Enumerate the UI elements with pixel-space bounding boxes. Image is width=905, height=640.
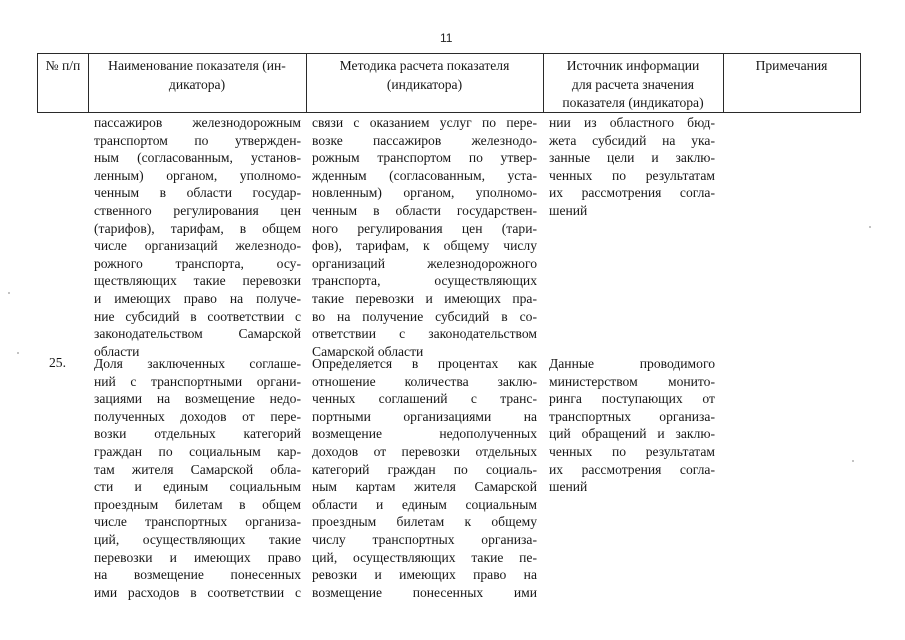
text-line: возмещение понесенных ими [312,584,537,600]
header-indicator-name [89,57,305,94]
text-line: законодательством Самарской [94,326,301,342]
text-line: категорий граждан по социаль- [312,461,537,477]
text-line: доходов от перевозки отдельных [312,443,537,459]
text-line: шений [549,202,588,218]
text-line: ченных по результатам [549,443,715,459]
text-line: рожным транспортом по утвер- [312,150,537,166]
text-line: фов), тарифам, к общему числу [312,238,537,254]
text-line: рожного транспорта, осу- [94,255,301,271]
text-line: ринга поступающих от [549,391,715,407]
text-line: ревозки и имеющих право на [312,567,537,583]
text-line: полученных доходов от пере- [94,408,301,424]
text-line: такие перевозки и имеющих пра- [312,290,537,306]
text-line: ченным в области государствен- [312,202,537,218]
text-line: области и единым социальным [312,496,537,512]
row1-calculation-method [312,114,537,360]
text-line: ществляющих такие перевозки [94,273,301,289]
text-line: ным (согласованным, установ- [94,150,301,166]
text-line: числе транспортных организа- [94,514,301,530]
text-line: граждан по социальным кар- [94,443,301,459]
text-line: ственного регулирования цен [94,202,301,218]
text-line: и имеющих право на получе- [94,290,301,306]
header-line: для расчета значения [571,76,695,92]
text-line: отношение количества заклю- [312,373,537,389]
text-line: во на получение субсидий в со- [312,308,537,324]
row2-indicator-name [94,355,301,601]
text-line: ного регулирования цен (тари- [312,220,537,236]
table-header-divider [37,53,38,113]
text-line: возке пассажиров железнодо- [312,132,537,148]
text-line: области [94,343,140,359]
text-line: ченным в области государ- [94,185,301,201]
text-line: ций, осуществляющих такие [94,531,301,547]
header-line: Наименование показателя (ин- [108,58,286,73]
text-line: сти и единым социальным [94,479,301,495]
text-line: ленным) органом, уполномо- [94,167,301,183]
text-line: транспортом по утвержден- [94,132,301,148]
text-line: пассажиров железнодорожным [94,115,301,130]
text-line: нии из областного бюд- [549,115,715,130]
text-line: проездным билетам к общему [312,514,537,530]
text-line: ным картам жителя Самарской [312,479,537,495]
text-line: министерством монито- [549,373,715,389]
text-line: транспортных организа- [549,408,715,424]
text-line: занные цели и заклю- [549,150,715,166]
text-line: числе организаций железнодо- [94,238,301,254]
text-line: их рассмотрения согла- [549,461,715,477]
text-line: возки отдельных категорий [94,426,301,442]
header-line: дикатора) [168,76,226,92]
text-line: возмещение недополученных [312,426,537,442]
text-line: ций обращений и заклю- [549,426,715,442]
text-line: ний с транспортными органи- [94,373,301,389]
header-line: Примечания [755,58,828,73]
text-line: жета субсидий на ука- [549,132,715,148]
text-line: там жителя Самарской обла- [94,461,301,477]
text-line: проездным билетам в общем [94,496,301,512]
text-line: перевозки и имеющих право [94,549,301,565]
text-line: шений [549,479,588,495]
text-line: портными организациями на [312,408,537,424]
row1-indicator-name [94,114,301,360]
table-header-top-border [37,53,860,54]
text-line: ние субсидий в соответствии с [94,308,301,324]
header-number-line: № п/п [45,58,81,73]
text-line: на возмещение понесенных [94,567,301,583]
text-line: их рассмотрения согла- [549,185,715,201]
text-line: ченных соглашений с транс- [312,391,537,407]
text-line: ими расходов в соответствии с [94,584,301,600]
page-number: 11 [440,31,453,45]
table-header-divider [860,53,861,113]
text-line: Данные проводимого [549,356,715,371]
header-information-source [544,57,722,113]
header-line: показателя (индикатора) [562,95,704,110]
text-line: ций, осуществляющих такие пе- [312,549,537,565]
row2-calculation-method [312,355,537,601]
text-line: (тарифов), тарифам, в общем [94,220,301,236]
scan-speck [869,226,871,228]
text-line: организаций железнодорожного [312,255,537,271]
table-header-bottom-border [37,112,860,113]
header-line: Методика расчета показателя [339,58,510,73]
text-line: Определяется в процентах как [312,356,537,371]
text-line: Доля заключенных соглаше- [94,356,301,371]
text-line: зациями на возмещение недо- [94,391,301,407]
text-line: жденным (согласованным, уста- [312,167,537,183]
text-line: связи с оказанием услуг по пере- [312,115,537,130]
header-line: (индикатора) [386,76,463,92]
text-line: числу транспортных организа- [312,531,537,547]
scan-speck [17,352,19,354]
text-line: транспорта, осуществляющих [312,273,537,289]
row-number: 25. [49,355,66,370]
scan-speck [8,292,10,294]
header-calculation-method [307,57,542,94]
row2-information-source [549,355,715,496]
text-line: ответствии с законодательством [312,326,537,342]
text-line: новленным) органом, уполномо- [312,185,537,201]
text-line: Самарской области [312,343,424,359]
text-line: ченных по результатам [549,167,715,183]
header-number [39,57,87,76]
header-line: Источник информации [566,58,700,73]
scan-speck [852,460,854,462]
header-notes [724,57,859,76]
row1-information-source [549,114,715,220]
